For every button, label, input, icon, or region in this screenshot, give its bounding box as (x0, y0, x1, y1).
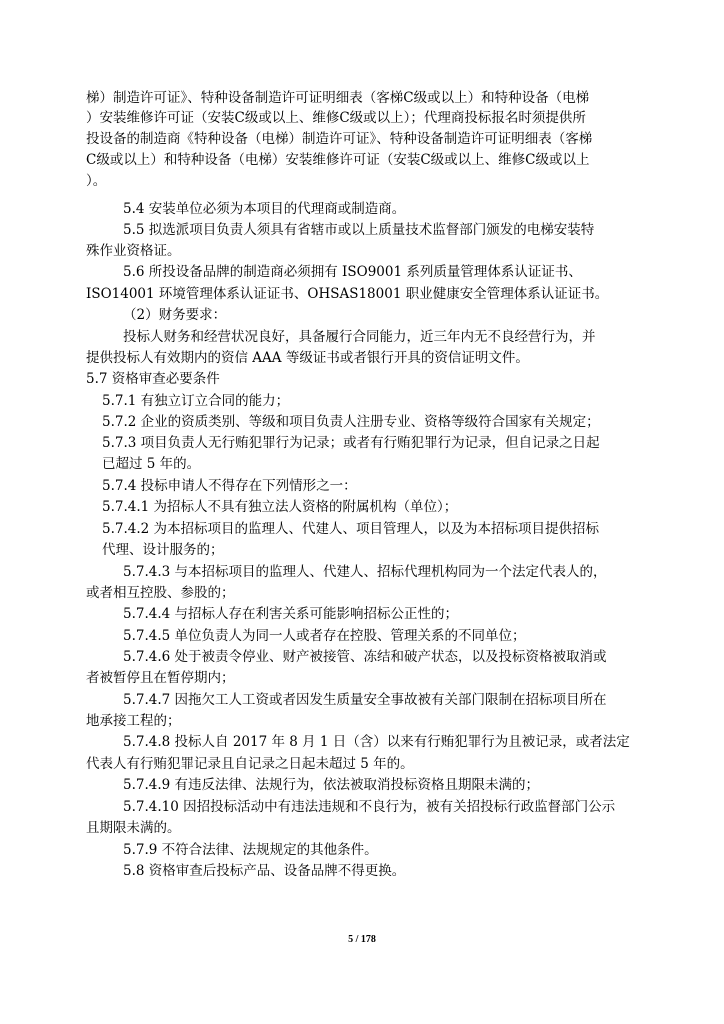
text-line: 5.6 所投设备品牌的制造商必须拥有 ISO9001 系列质量管理体系认证证书、 (123, 264, 582, 280)
text-line: 5.4 安装单位必须为本项目的代理商或制造商。 (123, 201, 406, 217)
text-line: 投设备的制造商《特种设备（电梯）制造许可证》、特种设备制造许可证明细表（客梯 (86, 131, 593, 147)
text-line: 者被暂停且在暂停期内； (86, 670, 235, 686)
text-line: 5.7.4.6 处于被责令停业、财产被接管、冻结和破产状态，以及投标资格被取消或 (123, 649, 607, 665)
text-line: 5.7.4.3 与本招标项目的监理人、代建人、招标代理机构同为一个法定代表人的， (123, 564, 607, 580)
text-line: 5.7.4.1 为招标人不具有独立法人资格的附属机构（单位）； (102, 499, 458, 515)
text-line: （2）财务要求： (123, 307, 227, 323)
text-line: 5.7.4.7 因拖欠工人工资或者因发生质量安全事故被有关部门限制在招标项目所在 (123, 692, 607, 708)
page-number: 5 / 178 (348, 934, 376, 945)
text-line: 5.7.4.4 与招标人存在利害关系可能影响招标公正性的； (123, 606, 459, 622)
text-line: 5.8 资格审查后投标产品、设备品牌不得更换。 (123, 863, 406, 879)
text-line: 5.7.4.5 单位负责人为同一人或者存在控股、管理关系的不同单位； (123, 628, 526, 644)
text-line: 殊作业资格证。 (86, 243, 181, 259)
text-line: 5.7.4.10 因招投标活动中有违法违规和不良行为，被有关招投标行政监督部门公示 (123, 799, 616, 815)
text-line: C级或以上）和特种设备（电梯）安装维修许可证（安装C级或以上、维修C级或以上 (86, 152, 590, 168)
text-line: 代理、设计服务的； (102, 542, 224, 558)
text-line: 5.7.4 投标申请人不得存在下列情形之一： (102, 478, 357, 494)
text-line: 5.7.9 不符合法律、法规规定的其他条件。 (123, 842, 378, 858)
text-line: 地承接工程的； (86, 713, 181, 729)
text-line: ISO14001 环境管理体系认证证书、OHSAS18001 职业健康安全管理体系认证证书。 (86, 286, 609, 302)
text-line: 已超过 5 年的。 (102, 456, 201, 472)
text-line: 5.7.2 企业的资质类别、等级和项目负责人注册专业、资格等级符合国家有关规定； (102, 414, 600, 430)
text-line: 5.7.4.2 为本招标项目的监理人、代建人、项目管理人，以及为本招标项目提供招标 (102, 521, 600, 537)
text-line: 或者相互控股、参股的； (86, 585, 235, 601)
text-line: 投标人财务和经营状况良好，具备履行合同能力，近三年内无不良经营行为，并 (123, 329, 596, 345)
text-line: 5.7.4.9 有违反法律、法规行为，依法被取消投标资格且期限未满的； (123, 777, 540, 793)
text-line: 提供投标人有效期内的资信 AAA 等级证书或者银行开具的资信证明文件。 (86, 350, 529, 366)
text-line: 5.7.4.8 投标人自 2017 年 8 月 1 日（含）以来有行贿犯罪行为且被记录，或者法定 (123, 734, 630, 750)
text-line: 代表人有行贿犯罪记录且自记录之日起未超过 5 年的。 (86, 756, 414, 772)
text-line: 且期限未满的。 (86, 820, 181, 836)
text-line: 5.7.3 项目负责人无行贿犯罪行为记录；或者有行贿犯罪行为记录，但自记录之日起 (102, 435, 600, 451)
text-line: ）安装维修许可证（安装C级或以上、维修C级或以上）；代理商投标报名时须提供所 (86, 110, 586, 126)
text-line: 梯）制造许可证》、特种设备制造许可证明细表（客梯C级或以上）和特种设备（电梯 (86, 90, 590, 106)
text-line: 5.7 资格审查必要条件 (86, 371, 220, 387)
text-line: 5.7.1 有独立订立合同的能力； (102, 393, 290, 409)
text-line: ）。 (86, 173, 107, 189)
text-line: 5.5 拟选派项目负责人须具有省辖市或以上质量技术监督部门颁发的电梯安装特 (123, 222, 595, 238)
